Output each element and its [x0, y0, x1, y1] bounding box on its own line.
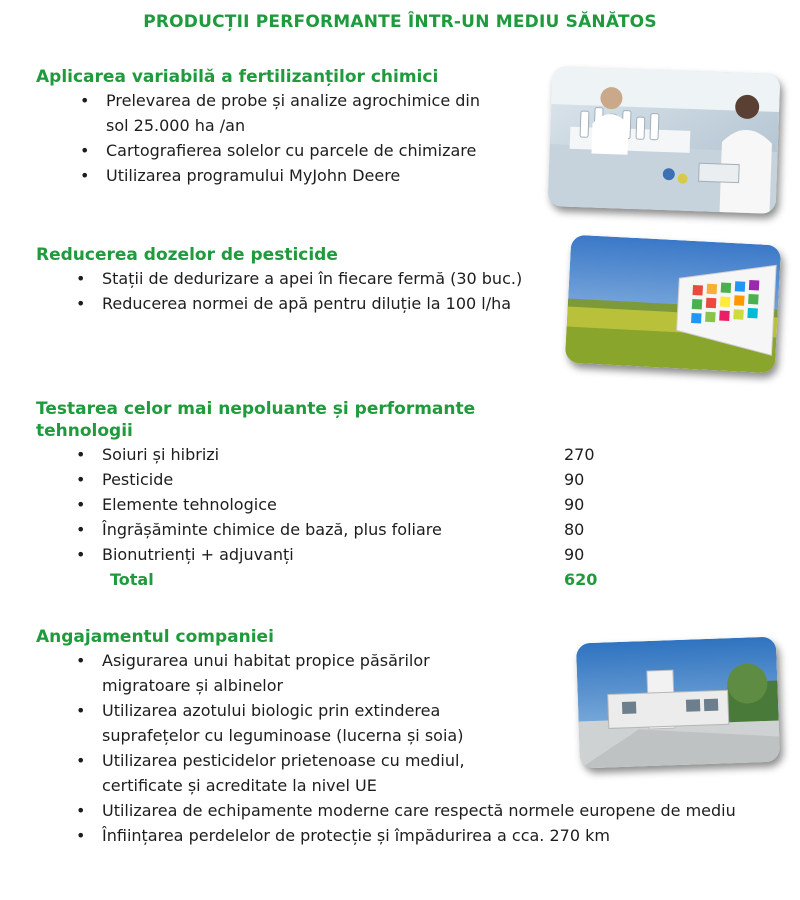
section-heading: Reducerea dozelor de pesticide [36, 245, 338, 265]
row-value: 90 [564, 470, 585, 489]
list-item: • Utilizarea programului MyJohn Deere [36, 163, 526, 188]
section-heading: Angajamentul companiei [36, 627, 274, 647]
testing-table [36, 442, 636, 567]
row-value: 90 [564, 545, 585, 564]
table-row [36, 542, 636, 567]
list-item: • Stații de dedurizare a apei în fiecare fermă (30 buc.) [36, 266, 542, 291]
list-item: • Utilizarea de echipamente moderne care respectă normele europene de mediu [36, 798, 800, 823]
row-value: 90 [564, 495, 585, 514]
field-photo [565, 235, 781, 374]
total-label: Total [110, 570, 154, 589]
row-label: Elemente tehnologice [102, 495, 277, 514]
table-row [36, 467, 636, 492]
list-item: • Prelevarea de probe și analize agrochimice din sol 25.000 ha /an [36, 88, 506, 138]
section-heading: Aplicarea variabilă a fertilizanților chimici [36, 67, 439, 87]
list-item: • Reducerea normei de apă pentru diluție la 100 l/ha [36, 291, 572, 316]
table-row [36, 442, 636, 467]
list-item: • Utilizarea azotului biologic prin extinderea suprafețelor cu leguminoase (lucerna și soia) [36, 698, 542, 748]
field-image [565, 235, 781, 374]
building-image [576, 637, 780, 769]
row-label: Îngrășăminte chimice de bază, plus foliare [102, 520, 442, 539]
laboratory-photo [548, 66, 781, 214]
table-row [36, 517, 636, 542]
row-value: 80 [564, 520, 585, 539]
row-label: Bionutrienți + adjuvanți [102, 545, 294, 564]
list-item: • Utilizarea pesticidelor prietenoase cu mediul, certificate și acreditate la nivel UE [36, 748, 542, 798]
list-item: • Cartografierea solelor cu parcele de chimizare [36, 138, 486, 163]
page-title: PRODUCȚII PERFORMANTE ÎNTR-UN MEDIU SĂNĂTOS [143, 12, 657, 32]
list-item: • Asigurarea unui habitat propice păsărilor migratoare și albinelor [36, 648, 502, 698]
row-label: Pesticide [102, 470, 174, 489]
total-row [36, 567, 636, 592]
section-fertilizers [36, 66, 536, 188]
row-value: 270 [564, 445, 595, 464]
total-value: 620 [564, 570, 598, 589]
section-heading: Testarea celor mai nepoluante și performante tehnologii [36, 399, 476, 441]
list-item: • Înființarea perdelelor de protecție și împădurirea a cca. 270 km [36, 823, 800, 848]
row-label: Soiuri și hibrizi [102, 445, 220, 464]
bullet-list [36, 88, 536, 188]
table-row [36, 492, 636, 517]
building-photo [576, 637, 780, 769]
laboratory-image [548, 66, 781, 214]
section-pesticides [36, 244, 556, 316]
bullet-list [36, 266, 556, 316]
section-testing [36, 398, 636, 592]
